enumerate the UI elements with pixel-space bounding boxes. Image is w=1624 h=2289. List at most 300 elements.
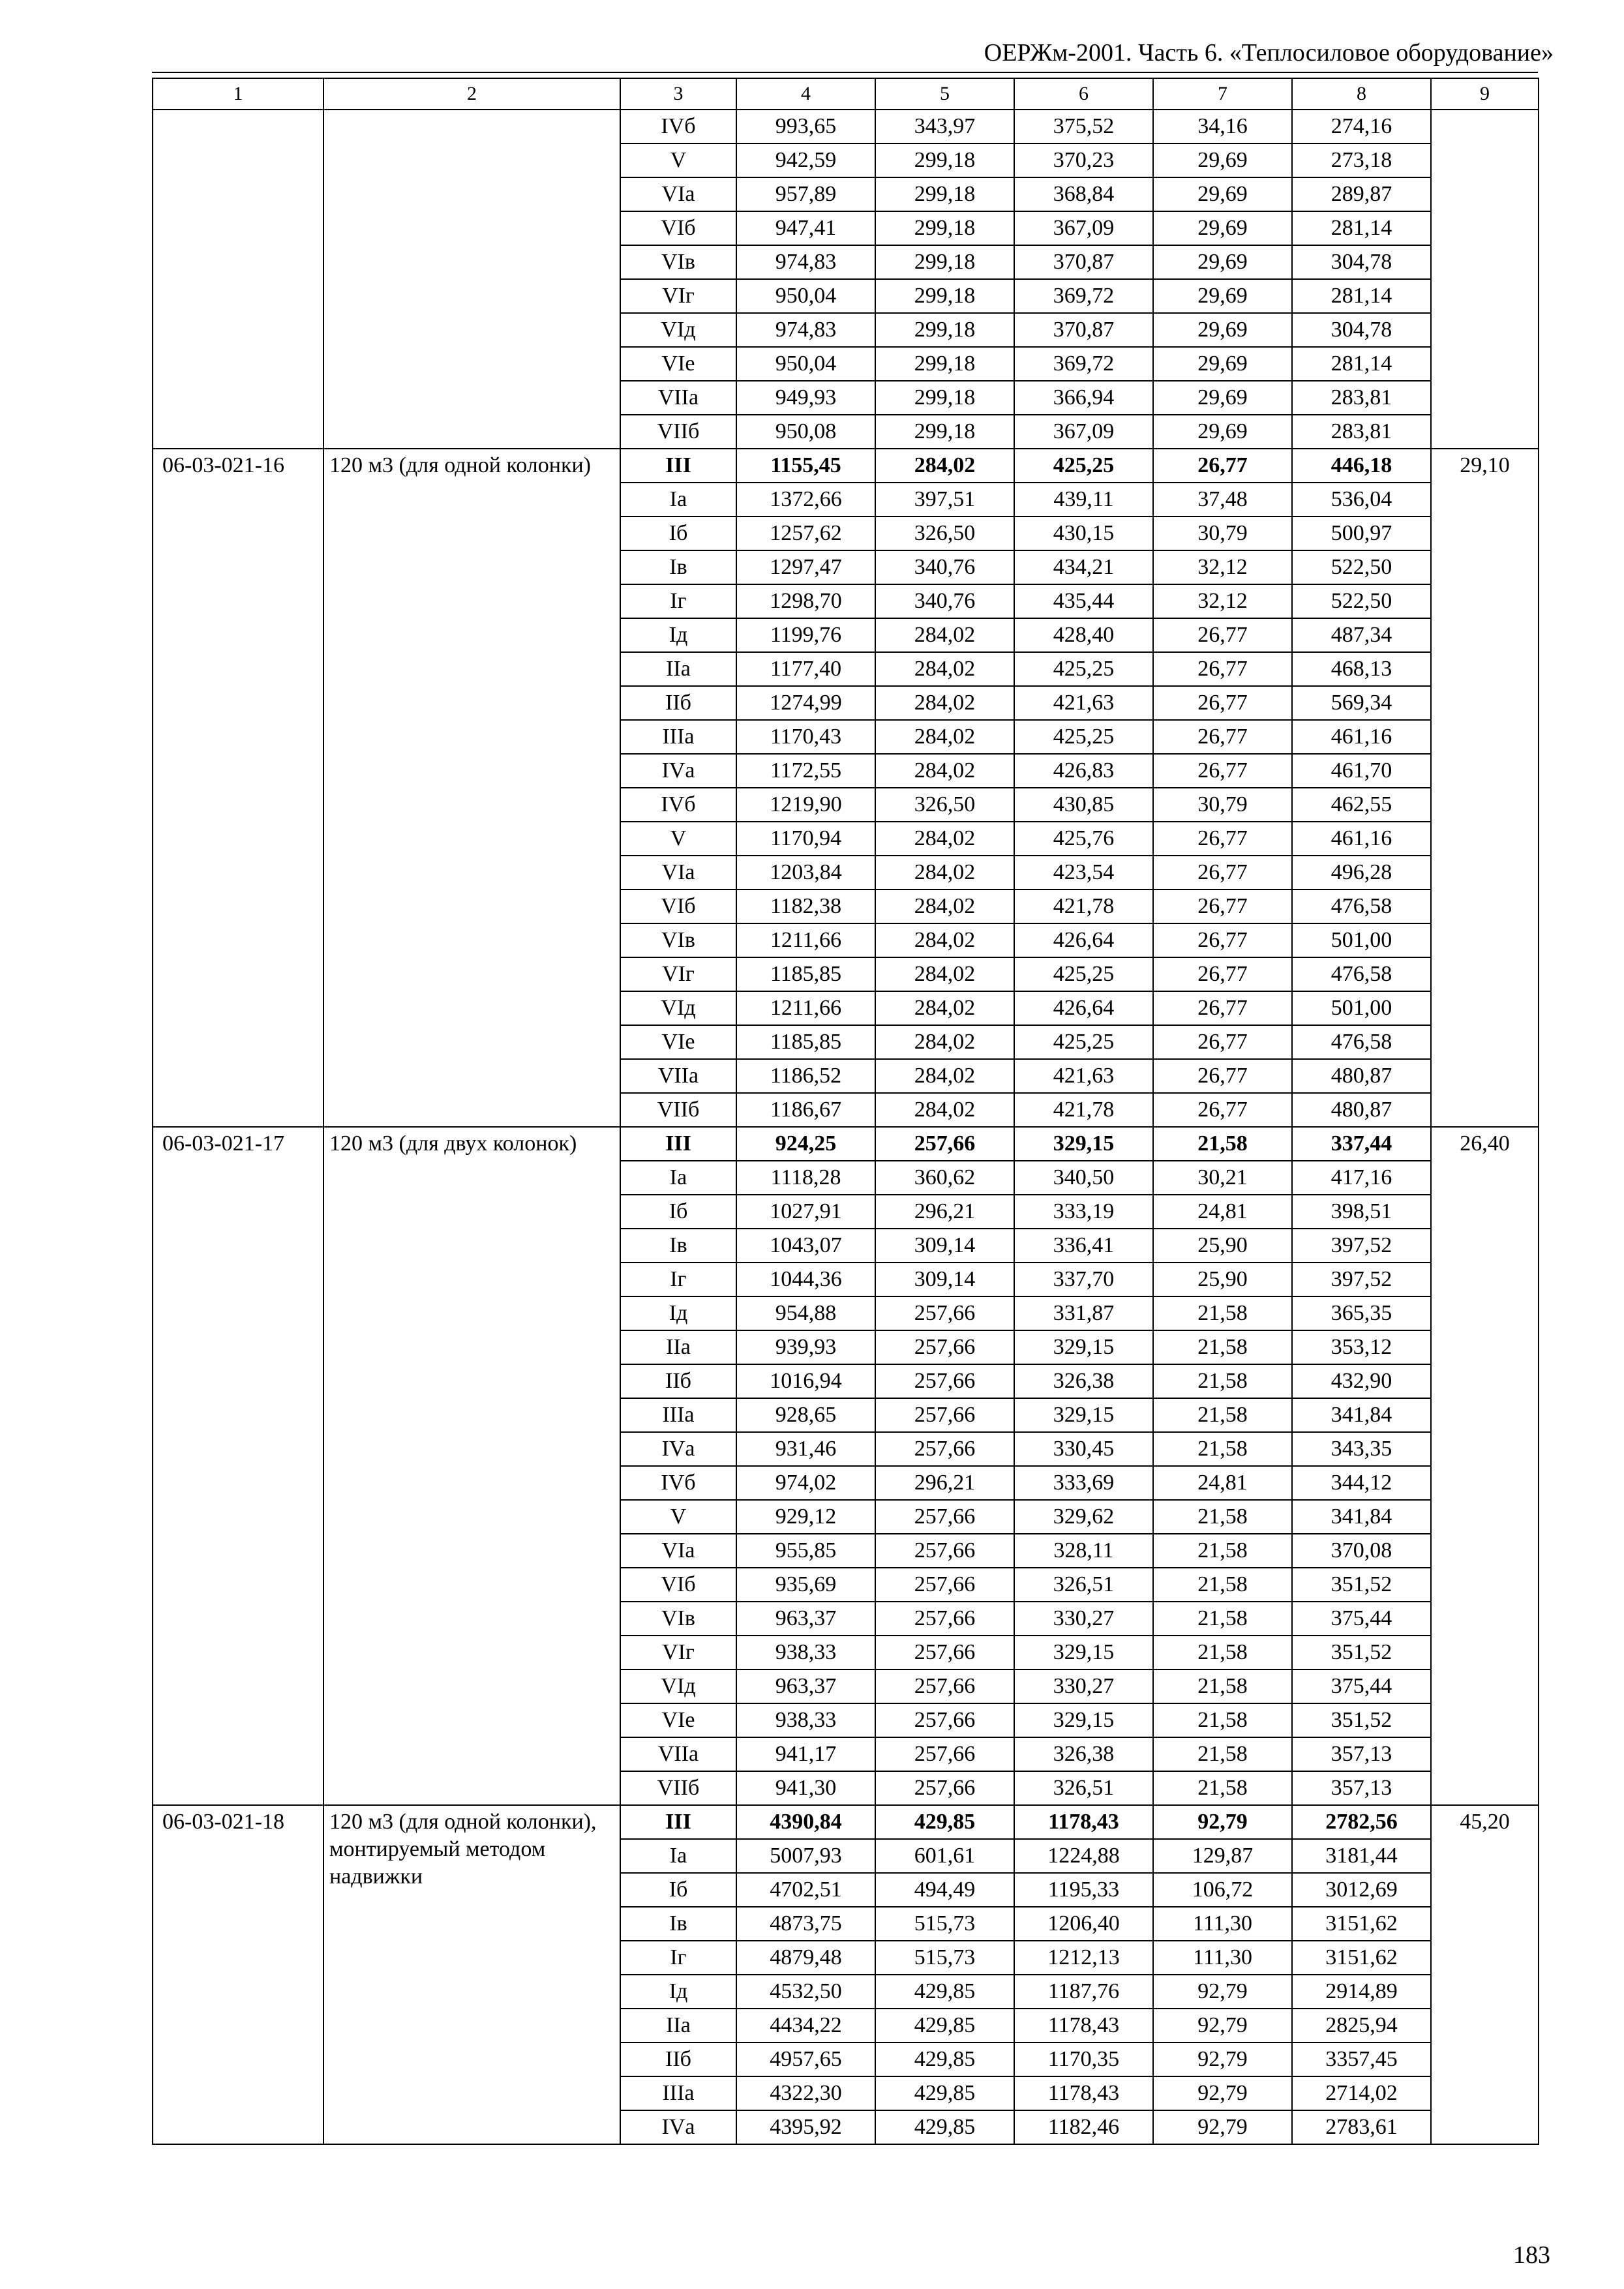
value-cell: 536,04 bbox=[1292, 483, 1431, 516]
value-cell: 461,70 bbox=[1292, 754, 1431, 788]
value-cell: 963,37 bbox=[736, 1602, 875, 1636]
value-cell: 425,25 bbox=[1014, 720, 1153, 754]
value-cell: 284,02 bbox=[875, 449, 1014, 483]
value-cell: 344,12 bbox=[1292, 1466, 1431, 1500]
value-cell: 284,02 bbox=[875, 720, 1014, 754]
zone-cell: IVб bbox=[620, 788, 736, 822]
value-cell: 284,02 bbox=[875, 890, 1014, 923]
value-cell: 299,18 bbox=[875, 415, 1014, 449]
value-cell: 329,15 bbox=[1014, 1127, 1153, 1161]
value-cell: 428,40 bbox=[1014, 618, 1153, 652]
table-row bbox=[153, 110, 1539, 143]
zone-cell: Iд bbox=[620, 1296, 736, 1330]
zone-cell: Iа bbox=[620, 1839, 736, 1873]
value-cell: 21,58 bbox=[1153, 1602, 1292, 1636]
value-cell: 30,21 bbox=[1153, 1161, 1292, 1195]
value-cell: 397,52 bbox=[1292, 1229, 1431, 1263]
value-cell: 92,79 bbox=[1153, 1805, 1292, 1839]
value-cell: 29,69 bbox=[1153, 347, 1292, 381]
value-cell: 26,77 bbox=[1153, 720, 1292, 754]
value-cell: 425,25 bbox=[1014, 957, 1153, 991]
value-cell: 434,21 bbox=[1014, 550, 1153, 584]
value-cell: 421,78 bbox=[1014, 1093, 1153, 1127]
value-cell: 351,52 bbox=[1292, 1703, 1431, 1737]
column-number: 2 bbox=[323, 78, 620, 110]
value-cell: 29,69 bbox=[1153, 279, 1292, 313]
value-cell: 341,84 bbox=[1292, 1398, 1431, 1432]
value-cell: 4390,84 bbox=[736, 1805, 875, 1839]
value-cell: 1186,67 bbox=[736, 1093, 875, 1127]
value-cell: 370,87 bbox=[1014, 313, 1153, 347]
value-cell: 284,02 bbox=[875, 1093, 1014, 1127]
value-cell: 569,34 bbox=[1292, 686, 1431, 720]
value-cell: 26,77 bbox=[1153, 754, 1292, 788]
zone-cell: IVа bbox=[620, 2110, 736, 2144]
value-cell: 299,18 bbox=[875, 313, 1014, 347]
value-cell: 439,11 bbox=[1014, 483, 1153, 516]
item-code: 06-03-021-18 bbox=[153, 1805, 323, 2144]
zone-cell: IIб bbox=[620, 686, 736, 720]
value-cell: 1219,90 bbox=[736, 788, 875, 822]
value-cell: 329,15 bbox=[1014, 1398, 1153, 1432]
value-cell: 3151,62 bbox=[1292, 1907, 1431, 1941]
value-cell: 1298,70 bbox=[736, 584, 875, 618]
value-cell: 25,90 bbox=[1153, 1263, 1292, 1296]
value-cell: 257,66 bbox=[875, 1432, 1014, 1466]
labor-cost-cell: 29,10 bbox=[1431, 449, 1539, 1127]
value-cell: 21,58 bbox=[1153, 1364, 1292, 1398]
value-cell: 476,58 bbox=[1292, 890, 1431, 923]
value-cell: 21,58 bbox=[1153, 1737, 1292, 1771]
value-cell: 1170,35 bbox=[1014, 2042, 1153, 2076]
value-cell: 330,27 bbox=[1014, 1669, 1153, 1703]
value-cell: 26,77 bbox=[1153, 686, 1292, 720]
value-cell: 299,18 bbox=[875, 279, 1014, 313]
value-cell: 92,79 bbox=[1153, 2009, 1292, 2042]
value-cell: 257,66 bbox=[875, 1398, 1014, 1432]
value-cell: 24,81 bbox=[1153, 1195, 1292, 1229]
value-cell: 4322,30 bbox=[736, 2076, 875, 2110]
value-cell: 4879,48 bbox=[736, 1941, 875, 1975]
value-cell: 351,52 bbox=[1292, 1568, 1431, 1602]
item-description: 120 м3 (для одной колонки), монтируемый методом надвижки bbox=[323, 1805, 620, 2144]
value-cell: 368,84 bbox=[1014, 177, 1153, 211]
value-cell: 425,25 bbox=[1014, 1025, 1153, 1059]
value-cell: 26,77 bbox=[1153, 957, 1292, 991]
column-number: 3 bbox=[620, 78, 736, 110]
value-cell: 309,14 bbox=[875, 1229, 1014, 1263]
value-cell: 4702,51 bbox=[736, 1873, 875, 1907]
zone-cell: VIг bbox=[620, 957, 736, 991]
value-cell: 974,83 bbox=[736, 313, 875, 347]
value-cell: 955,85 bbox=[736, 1534, 875, 1568]
value-cell: 446,18 bbox=[1292, 449, 1431, 483]
value-cell: 26,77 bbox=[1153, 822, 1292, 856]
page-header-title: ОЕРЖм-2001. Часть 6. «Теплосиловое оборудование» bbox=[984, 39, 1554, 67]
value-cell: 1257,62 bbox=[736, 516, 875, 550]
value-cell: 304,78 bbox=[1292, 245, 1431, 279]
value-cell: 284,02 bbox=[875, 1059, 1014, 1093]
column-number: 9 bbox=[1431, 78, 1539, 110]
value-cell: 929,12 bbox=[736, 1500, 875, 1534]
value-cell: 343,35 bbox=[1292, 1432, 1431, 1466]
value-cell: 3012,69 bbox=[1292, 1873, 1431, 1907]
value-cell: 950,08 bbox=[736, 415, 875, 449]
value-cell: 341,84 bbox=[1292, 1500, 1431, 1534]
value-cell: 4395,92 bbox=[736, 2110, 875, 2144]
value-cell: 429,85 bbox=[875, 2110, 1014, 2144]
value-cell: 2783,61 bbox=[1292, 2110, 1431, 2144]
value-cell: 326,51 bbox=[1014, 1771, 1153, 1805]
zone-cell: Iг bbox=[620, 1941, 736, 1975]
zone-cell: IIа bbox=[620, 652, 736, 686]
value-cell: 974,83 bbox=[736, 245, 875, 279]
zone-cell: VIа bbox=[620, 1534, 736, 1568]
value-cell: 299,18 bbox=[875, 177, 1014, 211]
value-cell: 92,79 bbox=[1153, 2076, 1292, 2110]
value-cell: 26,77 bbox=[1153, 991, 1292, 1025]
zone-cell: VIе bbox=[620, 1025, 736, 1059]
value-cell: 1195,33 bbox=[1014, 1873, 1153, 1907]
value-cell: 480,87 bbox=[1292, 1059, 1431, 1093]
table-row bbox=[153, 1127, 1539, 1161]
value-cell: 928,65 bbox=[736, 1398, 875, 1432]
item-description: 120 м3 (для двух колонок) bbox=[323, 1127, 620, 1805]
value-cell: 299,18 bbox=[875, 347, 1014, 381]
value-cell: 2914,89 bbox=[1292, 1975, 1431, 2009]
value-cell: 21,58 bbox=[1153, 1703, 1292, 1737]
value-cell: 426,83 bbox=[1014, 754, 1153, 788]
value-cell: 367,09 bbox=[1014, 211, 1153, 245]
value-cell: 21,58 bbox=[1153, 1568, 1292, 1602]
value-cell: 284,02 bbox=[875, 991, 1014, 1025]
labor-cost-cell bbox=[1431, 110, 1539, 449]
value-cell: 1172,55 bbox=[736, 754, 875, 788]
value-cell: 375,52 bbox=[1014, 110, 1153, 143]
value-cell: 1016,94 bbox=[736, 1364, 875, 1398]
value-cell: 462,55 bbox=[1292, 788, 1431, 822]
zone-cell: Iд bbox=[620, 1975, 736, 2009]
value-cell: 26,77 bbox=[1153, 1093, 1292, 1127]
value-cell: 931,46 bbox=[736, 1432, 875, 1466]
zone-cell: VIIа bbox=[620, 1059, 736, 1093]
value-cell: 92,79 bbox=[1153, 2110, 1292, 2144]
value-cell: 1211,66 bbox=[736, 991, 875, 1025]
value-cell: 2714,02 bbox=[1292, 2076, 1431, 2110]
value-cell: 284,02 bbox=[875, 618, 1014, 652]
value-cell: 281,14 bbox=[1292, 211, 1431, 245]
value-cell: 26,77 bbox=[1153, 856, 1292, 890]
value-cell: 337,70 bbox=[1014, 1263, 1153, 1296]
value-cell: 284,02 bbox=[875, 957, 1014, 991]
column-number-row bbox=[153, 78, 1539, 110]
value-cell: 365,35 bbox=[1292, 1296, 1431, 1330]
value-cell: 1185,85 bbox=[736, 957, 875, 991]
value-cell: 29,69 bbox=[1153, 211, 1292, 245]
zone-cell: Iб bbox=[620, 1195, 736, 1229]
value-cell: 1185,85 bbox=[736, 1025, 875, 1059]
value-cell: 257,66 bbox=[875, 1534, 1014, 1568]
value-cell: 281,14 bbox=[1292, 347, 1431, 381]
value-cell: 29,69 bbox=[1153, 381, 1292, 415]
value-cell: 257,66 bbox=[875, 1364, 1014, 1398]
value-cell: 421,63 bbox=[1014, 1059, 1153, 1093]
value-cell: 340,76 bbox=[875, 584, 1014, 618]
value-cell: 296,21 bbox=[875, 1195, 1014, 1229]
zone-cell: VIд bbox=[620, 313, 736, 347]
value-cell: 2825,94 bbox=[1292, 2009, 1431, 2042]
item-code: 06-03-021-17 bbox=[153, 1127, 323, 1805]
value-cell: 1186,52 bbox=[736, 1059, 875, 1093]
value-cell: 326,50 bbox=[875, 788, 1014, 822]
value-cell: 1027,91 bbox=[736, 1195, 875, 1229]
value-cell: 426,64 bbox=[1014, 991, 1153, 1025]
value-cell: 4532,50 bbox=[736, 1975, 875, 2009]
value-cell: 21,58 bbox=[1153, 1127, 1292, 1161]
value-cell: 496,28 bbox=[1292, 856, 1431, 890]
value-cell: 333,69 bbox=[1014, 1466, 1153, 1500]
zone-cell: IIб bbox=[620, 1364, 736, 1398]
zone-cell: Iб bbox=[620, 516, 736, 550]
value-cell: 1187,76 bbox=[1014, 1975, 1153, 2009]
value-cell: 284,02 bbox=[875, 686, 1014, 720]
value-cell: 299,18 bbox=[875, 381, 1014, 415]
value-cell: 1206,40 bbox=[1014, 1907, 1153, 1941]
value-cell: 30,79 bbox=[1153, 516, 1292, 550]
value-cell: 333,19 bbox=[1014, 1195, 1153, 1229]
zone-cell: VIIб bbox=[620, 1093, 736, 1127]
table-row bbox=[153, 1805, 1539, 1839]
zone-cell: V bbox=[620, 822, 736, 856]
value-cell: 26,77 bbox=[1153, 1025, 1292, 1059]
value-cell: 257,66 bbox=[875, 1568, 1014, 1602]
value-cell: 949,93 bbox=[736, 381, 875, 415]
value-cell: 4957,65 bbox=[736, 2042, 875, 2076]
value-cell: 426,64 bbox=[1014, 923, 1153, 957]
value-cell: 432,90 bbox=[1292, 1364, 1431, 1398]
value-cell: 375,44 bbox=[1292, 1602, 1431, 1636]
value-cell: 1178,43 bbox=[1014, 2009, 1153, 2042]
value-cell: 289,87 bbox=[1292, 177, 1431, 211]
value-cell: 30,79 bbox=[1153, 788, 1292, 822]
value-cell: 522,50 bbox=[1292, 584, 1431, 618]
value-cell: 284,02 bbox=[875, 822, 1014, 856]
value-cell: 423,54 bbox=[1014, 856, 1153, 890]
value-cell: 92,79 bbox=[1153, 2042, 1292, 2076]
value-cell: 329,15 bbox=[1014, 1636, 1153, 1669]
zone-cell: VIд bbox=[620, 991, 736, 1025]
zone-cell: IIа bbox=[620, 1330, 736, 1364]
price-table bbox=[152, 78, 1539, 2145]
table-row bbox=[153, 449, 1539, 483]
value-cell: 273,18 bbox=[1292, 143, 1431, 177]
value-cell: 425,25 bbox=[1014, 449, 1153, 483]
value-cell: 284,02 bbox=[875, 754, 1014, 788]
value-cell: 1224,88 bbox=[1014, 1839, 1153, 1873]
zone-cell: VIг bbox=[620, 279, 736, 313]
value-cell: 32,12 bbox=[1153, 550, 1292, 584]
value-cell: 26,77 bbox=[1153, 449, 1292, 483]
zone-cell: VIб bbox=[620, 1568, 736, 1602]
value-cell: 25,90 bbox=[1153, 1229, 1292, 1263]
value-cell: 935,69 bbox=[736, 1568, 875, 1602]
value-cell: 515,73 bbox=[875, 1907, 1014, 1941]
column-number: 6 bbox=[1014, 78, 1153, 110]
value-cell: 283,81 bbox=[1292, 381, 1431, 415]
zone-cell: VIв bbox=[620, 1602, 736, 1636]
value-cell: 106,72 bbox=[1153, 1873, 1292, 1907]
value-cell: 522,50 bbox=[1292, 550, 1431, 584]
value-cell: 129,87 bbox=[1153, 1839, 1292, 1873]
value-cell: 1203,84 bbox=[736, 856, 875, 890]
value-cell: 351,52 bbox=[1292, 1636, 1431, 1669]
zone-cell: VIа bbox=[620, 177, 736, 211]
value-cell: 29,69 bbox=[1153, 143, 1292, 177]
value-cell: 993,65 bbox=[736, 110, 875, 143]
zone-cell: IIIа bbox=[620, 2076, 736, 2110]
value-cell: 1118,28 bbox=[736, 1161, 875, 1195]
value-cell: 331,87 bbox=[1014, 1296, 1153, 1330]
zone-cell: IIIа bbox=[620, 1398, 736, 1432]
zone-cell: IVб bbox=[620, 1466, 736, 1500]
value-cell: 309,14 bbox=[875, 1263, 1014, 1296]
value-cell: 257,66 bbox=[875, 1771, 1014, 1805]
value-cell: 4434,22 bbox=[736, 2009, 875, 2042]
zone-cell: VIв bbox=[620, 245, 736, 279]
value-cell: 950,04 bbox=[736, 279, 875, 313]
zone-cell: Iг bbox=[620, 584, 736, 618]
value-cell: 21,58 bbox=[1153, 1432, 1292, 1466]
value-cell: 515,73 bbox=[875, 1941, 1014, 1975]
value-cell: 257,66 bbox=[875, 1602, 1014, 1636]
zone-cell: Iд bbox=[620, 618, 736, 652]
value-cell: 954,88 bbox=[736, 1296, 875, 1330]
zone-cell: III bbox=[620, 1805, 736, 1839]
value-cell: 21,58 bbox=[1153, 1296, 1292, 1330]
zone-cell: VIе bbox=[620, 1703, 736, 1737]
value-cell: 257,66 bbox=[875, 1703, 1014, 1737]
zone-cell: IIб bbox=[620, 2042, 736, 2076]
zone-cell: VIIб bbox=[620, 415, 736, 449]
value-cell: 430,85 bbox=[1014, 788, 1153, 822]
value-cell: 1155,45 bbox=[736, 449, 875, 483]
value-cell: 369,72 bbox=[1014, 279, 1153, 313]
value-cell: 284,02 bbox=[875, 856, 1014, 890]
value-cell: 369,72 bbox=[1014, 347, 1153, 381]
value-cell: 957,89 bbox=[736, 177, 875, 211]
value-cell: 1182,46 bbox=[1014, 2110, 1153, 2144]
value-cell: 26,77 bbox=[1153, 652, 1292, 686]
value-cell: 429,85 bbox=[875, 2009, 1014, 2042]
value-cell: 417,16 bbox=[1292, 1161, 1431, 1195]
value-cell: 397,52 bbox=[1292, 1263, 1431, 1296]
value-cell: 941,17 bbox=[736, 1737, 875, 1771]
value-cell: 370,08 bbox=[1292, 1534, 1431, 1568]
value-cell: 430,15 bbox=[1014, 516, 1153, 550]
value-cell: 111,30 bbox=[1153, 1907, 1292, 1941]
value-cell: 429,85 bbox=[875, 1805, 1014, 1839]
zone-cell: III bbox=[620, 449, 736, 483]
value-cell: 257,66 bbox=[875, 1669, 1014, 1703]
value-cell: 924,25 bbox=[736, 1127, 875, 1161]
value-cell: 326,38 bbox=[1014, 1737, 1153, 1771]
value-cell: 941,30 bbox=[736, 1771, 875, 1805]
labor-cost-cell: 26,40 bbox=[1431, 1127, 1539, 1805]
value-cell: 3181,44 bbox=[1292, 1839, 1431, 1873]
value-cell: 353,12 bbox=[1292, 1330, 1431, 1364]
value-cell: 421,63 bbox=[1014, 686, 1153, 720]
value-cell: 468,13 bbox=[1292, 652, 1431, 686]
zone-cell: IIа bbox=[620, 2009, 736, 2042]
value-cell: 257,66 bbox=[875, 1296, 1014, 1330]
value-cell: 340,50 bbox=[1014, 1161, 1153, 1195]
value-cell: 366,94 bbox=[1014, 381, 1153, 415]
header-rule bbox=[152, 72, 1538, 73]
value-cell: 429,85 bbox=[875, 2042, 1014, 2076]
value-cell: 21,58 bbox=[1153, 1636, 1292, 1669]
value-cell: 21,58 bbox=[1153, 1398, 1292, 1432]
column-number: 5 bbox=[875, 78, 1014, 110]
value-cell: 429,85 bbox=[875, 1975, 1014, 2009]
value-cell: 37,48 bbox=[1153, 483, 1292, 516]
value-cell: 494,49 bbox=[875, 1873, 1014, 1907]
zone-cell: VIIа bbox=[620, 381, 736, 415]
value-cell: 281,14 bbox=[1292, 279, 1431, 313]
value-cell: 337,44 bbox=[1292, 1127, 1431, 1161]
value-cell: 26,77 bbox=[1153, 618, 1292, 652]
value-cell: 257,66 bbox=[875, 1330, 1014, 1364]
value-cell: 296,21 bbox=[875, 1466, 1014, 1500]
value-cell: 299,18 bbox=[875, 143, 1014, 177]
zone-cell: Iа bbox=[620, 1161, 736, 1195]
zone-cell: IVб bbox=[620, 110, 736, 143]
zone-cell: VIб bbox=[620, 211, 736, 245]
value-cell: 360,62 bbox=[875, 1161, 1014, 1195]
value-cell: 26,77 bbox=[1153, 1059, 1292, 1093]
value-cell: 284,02 bbox=[875, 1025, 1014, 1059]
value-cell: 326,38 bbox=[1014, 1364, 1153, 1398]
value-cell: 92,79 bbox=[1153, 1975, 1292, 2009]
value-cell: 257,66 bbox=[875, 1500, 1014, 1534]
value-cell: 284,02 bbox=[875, 923, 1014, 957]
value-cell: 974,02 bbox=[736, 1466, 875, 1500]
zone-cell: IIIа bbox=[620, 720, 736, 754]
value-cell: 1177,40 bbox=[736, 652, 875, 686]
value-cell: 398,51 bbox=[1292, 1195, 1431, 1229]
value-cell: 942,59 bbox=[736, 143, 875, 177]
value-cell: 34,16 bbox=[1153, 110, 1292, 143]
value-cell: 938,33 bbox=[736, 1636, 875, 1669]
value-cell: 950,04 bbox=[736, 347, 875, 381]
value-cell: 1274,99 bbox=[736, 686, 875, 720]
value-cell: 21,58 bbox=[1153, 1534, 1292, 1568]
zone-cell: Iв bbox=[620, 550, 736, 584]
zone-cell: VIд bbox=[620, 1669, 736, 1703]
value-cell: 357,13 bbox=[1292, 1737, 1431, 1771]
value-cell: 330,27 bbox=[1014, 1602, 1153, 1636]
value-cell: 1199,76 bbox=[736, 618, 875, 652]
value-cell: 21,58 bbox=[1153, 1500, 1292, 1534]
value-cell: 375,44 bbox=[1292, 1669, 1431, 1703]
value-cell: 21,58 bbox=[1153, 1771, 1292, 1805]
value-cell: 1178,43 bbox=[1014, 2076, 1153, 2110]
value-cell: 343,97 bbox=[875, 110, 1014, 143]
zone-cell: VIIа bbox=[620, 1737, 736, 1771]
column-number: 7 bbox=[1153, 78, 1292, 110]
value-cell: 429,85 bbox=[875, 2076, 1014, 2110]
value-cell: 29,69 bbox=[1153, 177, 1292, 211]
zone-cell: IVа bbox=[620, 754, 736, 788]
